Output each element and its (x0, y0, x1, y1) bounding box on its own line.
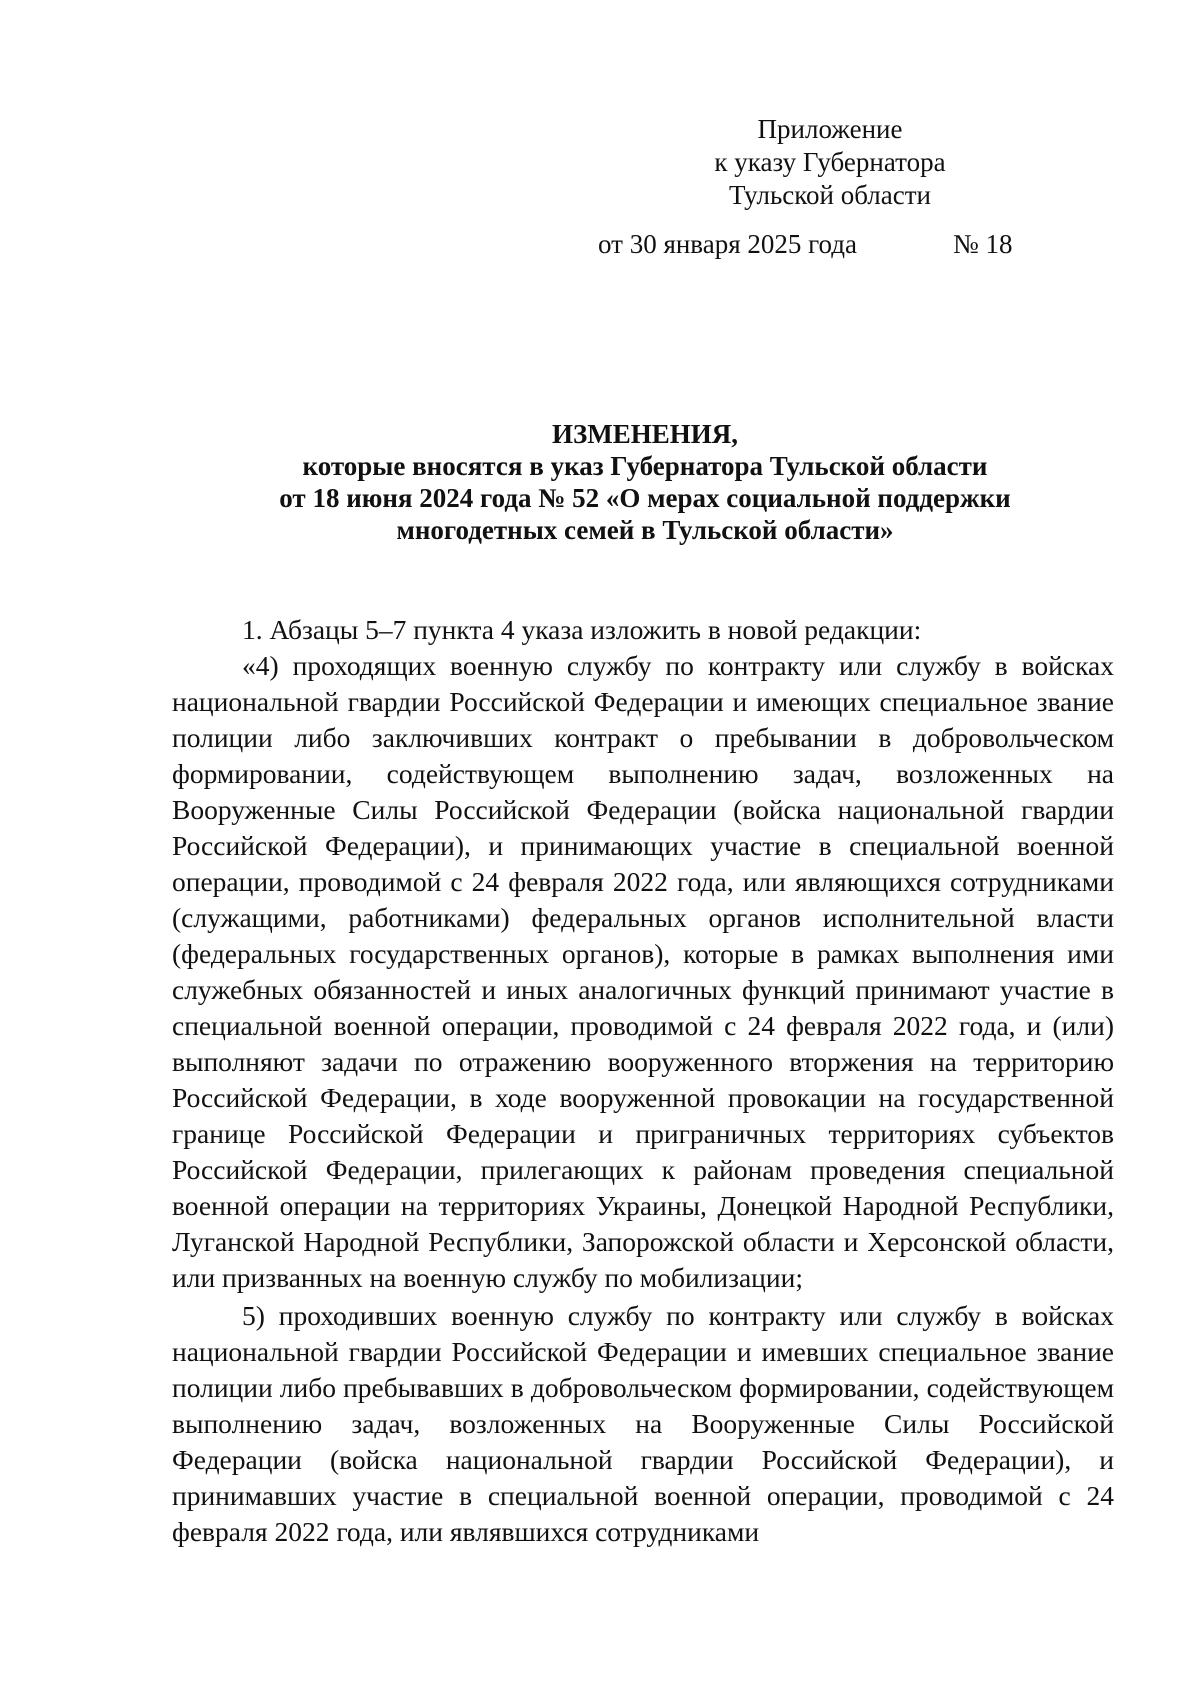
appendix-block (700, 113, 960, 212)
heading-line-2: которые вносятся в указ Губернатора Тульской области (302, 451, 988, 481)
paragraph-3: 5) проходивших военную службу по контракту или службу в войсках национальной гвардии Российской Федерации и имевших специальное звание полиции либо пребывавших в добровольческом формировании, содействующем выполнению задач, возложенных на Вооруженные Силы Российской Федерации (войска национальной гвардии Российской Федерации), и принимавших участие в специальной военной операции, проводимой с 24 февраля 2022 года, или являвшихся сотрудниками (172, 1300, 1114, 1547)
paragraph-2: «4) проходящих военную службу по контракту или службу в войсках национальной гвардии Российской Федерации и имеющих специальное звание полиции либо заключивших контракт о пребывании в добровольческом формировании, содействующем выполнению задач, возложенных на Вооруженные Силы Российской Федерации (войска национальной гвардии Российской Федерации), и принимающих участие в специальной военной операции, проводимой с 24 февраля 2022 года, или являющихся сотрудниками (служащими, работниками) федеральных органов исполнительной власти (федеральных государственных органов), которые в рамках выполнения ими служебных обязанностей и иных аналогичных функций принимают участие в специальной военной операции, проводимой с 24 февраля 2022 года, и (или) выполняют задачи по отражению вооруженного вторжения на территорию Российской Федерации, в ходе вооруженной провокации на государственной границе Российской Федерации и приграничных территориях субъектов Российской Федерации, прилегающих к районам проведения специальной военной операции на территориях Украины, Донецкой Народной Республики, Луганской Народной Республики, Запорожской области и Херсонской области, или призванных на военную службу по мобилизации; (172, 650, 1114, 1293)
appendix-title: Приложение (757, 114, 903, 144)
heading-line-3: от 18 июня 2024 года № 52 «О мерах социальной поддержки (279, 483, 1011, 513)
decree-date: от 30 января 2025 года (598, 229, 857, 259)
heading-title: ИЗМЕНЕНИЯ, (551, 419, 738, 449)
heading-line-4: многодетных семей в Тульской области» (396, 515, 894, 545)
appendix-region: Тульской области (729, 180, 931, 210)
decree-number: № 18 (953, 229, 1013, 259)
document-heading (160, 418, 1130, 546)
appendix-reference: к указу Губернатора (714, 147, 946, 177)
document-body (172, 612, 1114, 1550)
paragraph-1: 1. Абзацы 5–7 пункта 4 указа изложить в новой редакции: (242, 614, 922, 645)
